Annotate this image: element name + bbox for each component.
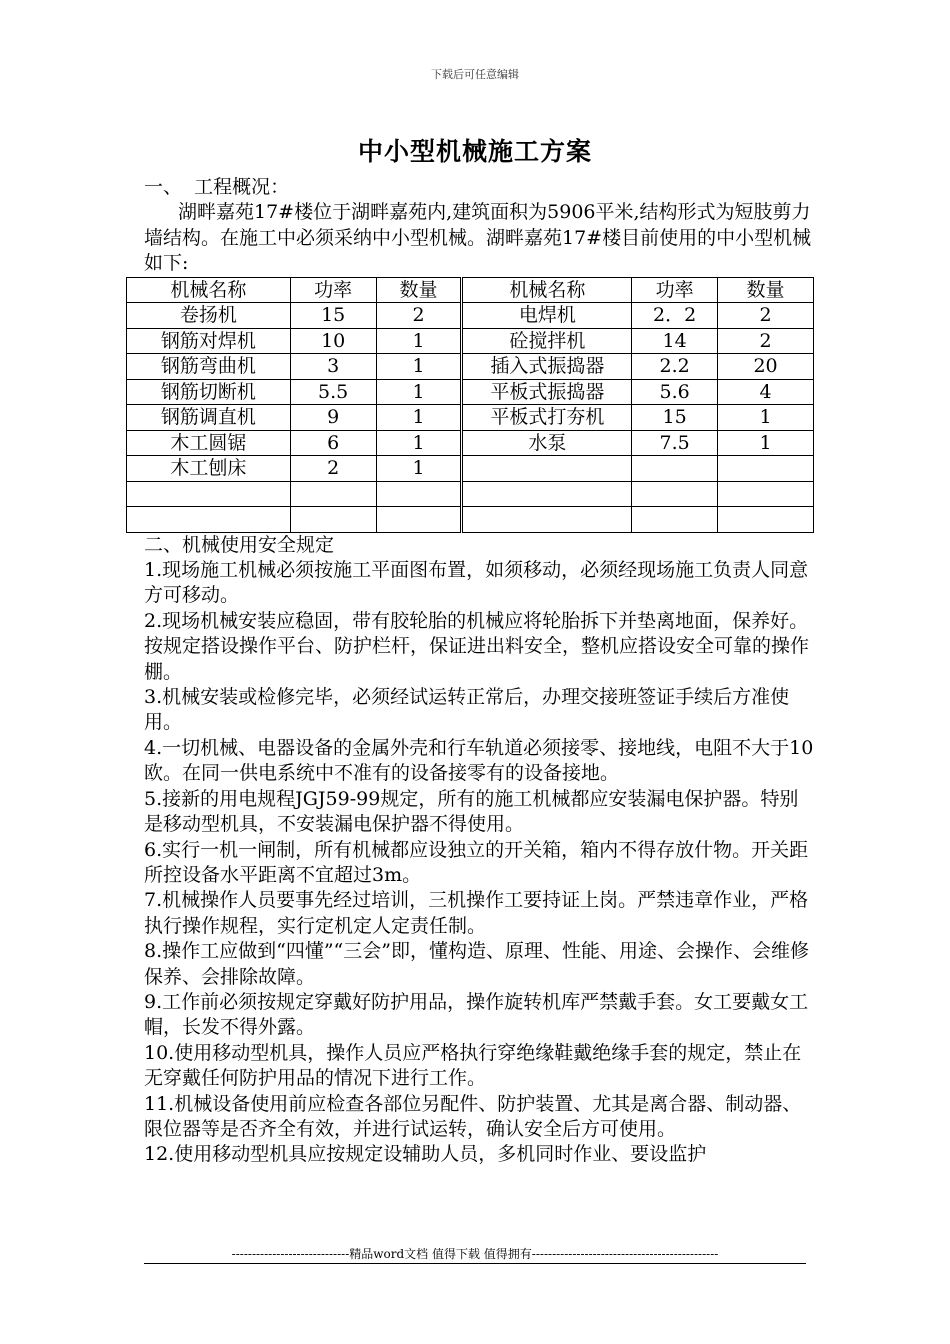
table-cell: 砼搅拌机 — [462, 328, 632, 354]
rule-item: 7.机械操作人员要事先经过培训，三机操作工要持证上岗。严禁违章作业，严格执行操作规程，实行定机定人定责任制。 — [144, 889, 809, 937]
table-cell: 平板式打夯机 — [462, 405, 632, 431]
table-header-cell: 机械名称 — [462, 277, 632, 303]
table-cell: 15 — [632, 405, 718, 431]
table-cell: 插入式振捣器 — [462, 354, 632, 380]
table-cell — [632, 456, 718, 482]
table-cell: 钢筋调直机 — [127, 405, 291, 431]
table-cell — [290, 481, 376, 507]
table-header-cell: 机械名称 — [127, 277, 291, 303]
table-cell: 水泵 — [462, 430, 632, 456]
table-cell — [462, 481, 632, 507]
table-cell — [632, 481, 718, 507]
table-row — [127, 507, 814, 533]
table-cell: 1 — [376, 354, 462, 380]
table-cell: 3 — [290, 354, 376, 380]
table-cell — [376, 481, 462, 507]
table-cell: 钢筋切断机 — [127, 379, 291, 405]
footer-divider — [144, 1263, 806, 1264]
table-cell: 钢筋弯曲机 — [127, 354, 291, 380]
table-cell: 2.2 — [632, 354, 718, 380]
table-cell: 5.5 — [290, 379, 376, 405]
table-cell: 卷扬机 — [127, 303, 291, 329]
table-cell: 2．2 — [632, 303, 718, 329]
table-cell: 电焊机 — [462, 303, 632, 329]
header-note: 下载后可任意编辑 — [431, 68, 519, 81]
table-header-cell: 功率 — [632, 277, 718, 303]
rule-item: 4.一切机械、电器设备的金属外壳和行车轨道必须接零、接地线，电阻不大于10欧。在同一供电系统中不准有的设备接零有的设备接地。 — [144, 736, 814, 785]
table-cell: 1 — [376, 379, 462, 405]
table-cell: 1 — [376, 456, 462, 482]
footer-note: -----------------------------精品word文档 值得下载 值得拥有---------------------------------------------- — [231, 1247, 719, 1261]
rule-item: 1.现场施工机械必须按施工平面图布置，如须移动，必须经现场施工负责人同意方可移动。 — [144, 559, 809, 607]
table-cell: 1 — [376, 430, 462, 456]
table-row — [127, 354, 814, 380]
table-cell: 10 — [290, 328, 376, 354]
table-header-cell: 功率 — [290, 277, 376, 303]
table-cell — [632, 507, 718, 533]
table-cell — [718, 456, 814, 482]
machine-table — [126, 277, 814, 533]
section1-paragraph: 湖畔嘉苑17#楼位于湖畔嘉苑内,建筑面积为5906平米,结构形式为短肢剪力墙结构。在施工中必须采纳中小型机械。湖畔嘉苑17#楼目前使用的中小型机械如下: — [144, 201, 812, 275]
table-cell: 9 — [290, 405, 376, 431]
document-body — [144, 175, 814, 1168]
table-cell: 钢筋对焊机 — [127, 328, 291, 354]
table-cell: 木工圆锯 — [127, 430, 291, 456]
table-cell: 7.5 — [632, 430, 718, 456]
table-cell: 1 — [718, 430, 814, 456]
table-cell: 木工刨床 — [127, 456, 291, 482]
section2-heading: 二、机械使用安全规定 — [144, 533, 335, 556]
rule-item: 11.机械设备使用前应检查各部位另配件、防护装置、尤其是离合器、制动器、限位器等是否齐全有效，并进行试运转，确认安全后方可使用。 — [144, 1092, 802, 1140]
table-cell — [127, 481, 291, 507]
rule-item: 2.现场机械安装应稳固，带有胶轮胎的机械应将轮胎拆下并垫离地面，保养好。按规定搭设操作平台、防护栏杆，保证进出料安全，整机应搭设安全可靠的操作棚。 — [144, 609, 810, 683]
table-row — [127, 456, 814, 482]
table-cell: 1 — [376, 405, 462, 431]
table-row — [127, 481, 814, 507]
table-cell — [462, 456, 632, 482]
section1-heading: 一、 工程概况： — [144, 176, 290, 198]
table-header-cell: 数量 — [718, 277, 814, 303]
table-cell: 4 — [718, 379, 814, 405]
table-header-cell: 数量 — [376, 277, 462, 303]
table-cell — [290, 507, 376, 533]
table-cell: 2 — [718, 328, 814, 354]
table-header-row — [127, 277, 814, 303]
table-cell: 5.6 — [632, 379, 718, 405]
table-cell: 1 — [376, 328, 462, 354]
table-cell: 6 — [290, 430, 376, 456]
table-row — [127, 328, 814, 354]
document-title: 中小型机械施工方案 — [357, 137, 592, 166]
rule-item: 12.使用移动型机具应按规定设辅助人员，多机同时作业、要设监护 — [144, 1143, 707, 1166]
table-cell — [127, 507, 291, 533]
rule-item: 10.使用移动型机具，操作人员应严格执行穿绝缘鞋戴绝缘手套的规定，禁止在无穿戴任何防护用品的情况下进行工作。 — [144, 1041, 802, 1090]
table-row — [127, 405, 814, 431]
rule-item: 6.实行一机一闸制，所有机械都应设独立的开关箱，箱内不得存放什物。开关距所控设备水平距离不宜超过3m。 — [144, 838, 809, 886]
table-row — [127, 379, 814, 405]
table-cell — [376, 507, 462, 533]
table-row — [127, 303, 814, 329]
table-cell: 2 — [376, 303, 462, 329]
table-row — [127, 430, 814, 456]
table-cell: 2 — [290, 456, 376, 482]
rule-item: 8.操作工应做到“四懂”“三会”即，懂构造、原理、性能、用途、会操作、会维修保养、会排除故障。 — [144, 940, 809, 988]
table-cell: 14 — [632, 328, 718, 354]
table-cell: 平板式振捣器 — [462, 379, 632, 405]
table-cell — [718, 507, 814, 533]
table-cell: 1 — [718, 405, 814, 431]
table-cell: 20 — [718, 354, 814, 380]
table-cell — [718, 481, 814, 507]
table-cell: 2 — [718, 303, 814, 329]
rule-item: 9.工作前必须按规定穿戴好防护用品，操作旋转机库严禁戴手套。女工要戴女工帽，长发不得外露。 — [144, 990, 809, 1039]
rule-item: 5.接新的用电规程JGJ59-99规定，所有的施工机械都应安装漏电保护器。特别是移动型机具，不安装漏电保护器不得使用。 — [144, 787, 799, 836]
table-cell: 15 — [290, 303, 376, 329]
rule-item: 3.机械安装或检修完毕，必须经试运转正常后，办理交接班签证手续后方准使用。 — [144, 686, 790, 734]
table-cell — [462, 507, 632, 533]
